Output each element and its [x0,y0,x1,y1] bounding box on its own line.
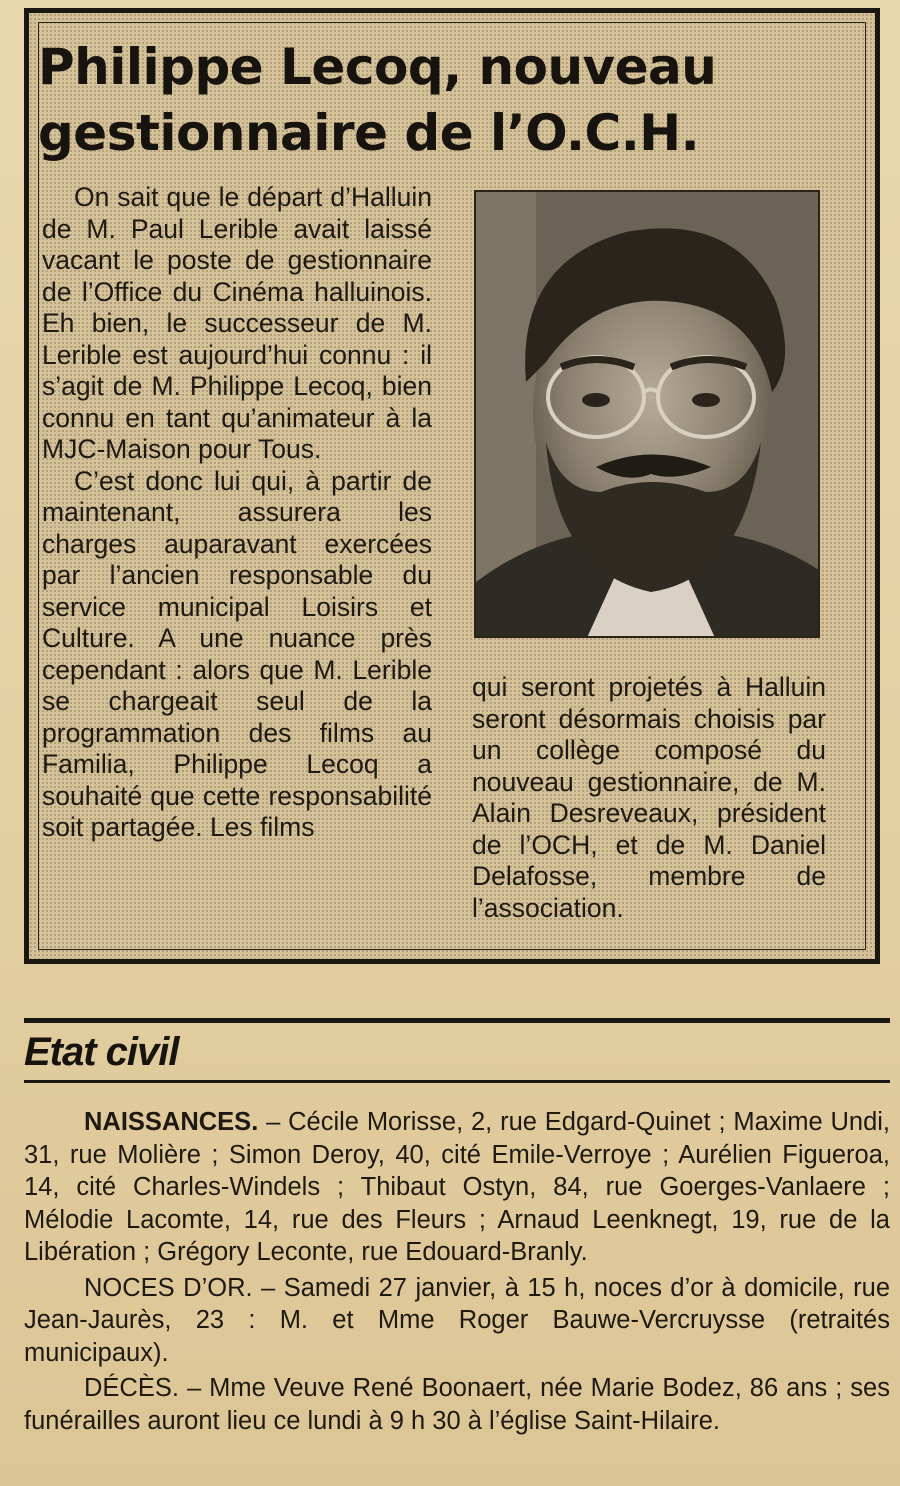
section-rule-top [24,1018,890,1023]
article-paragraph-2: C’est donc lui qui, à partir de maintenant, assurera les charges auparavant exercées par l’ancien responsable du service municipal Loisirs et Culture. A une nuance près cependant : alors que M. Lerible se chargeait seul de la programmation des films au Familia, Philippe Lecoq a souhaité que cette responsabilité soit partagée. Les films [42,465,432,842]
section-rule-bottom [24,1080,890,1083]
etat-civil-body [24,1106,890,1440]
deces-paragraph [24,1372,890,1437]
deces-label: DÉCÈS. [84,1374,179,1402]
portrait-photo [474,190,820,638]
naissances-paragraph [24,1106,890,1269]
noces-paragraph [24,1272,890,1370]
naissances-label: NAISSANCES. [84,1108,259,1136]
article-headline: Philippe Lecoq, nouveau gestionnaire de l’O.C.H. [38,38,717,162]
noces-label: NOCES D’OR. [84,1273,253,1302]
portrait-illustration [476,192,820,638]
naissances-text: – Cécile Morisse, 2, rue Edgard-Quinet ; Maxime Undi, 31, rue Molière ; Simon Deroy, 40, cité Emile-Verroye ; Aurélien Figueroa, 14, cité Charles-Windels ; Thibaut Ostyn, 84, rue Goerges-Vanlaere ; Mélodie Lacomte, 14, rue des Fleurs ; Arnaud Leenknegt, 19, rue de la Libération ; Grégory Leconte, rue Edouard-Branly. [24,1108,890,1266]
section-title-etat-civil: Etat civil [24,1030,179,1074]
article-column-left [42,182,432,844]
article-column-right [472,672,826,924]
article-paragraph-3: qui seront projetés à Halluin seront désormais choisis par un collège composé du nouveau gestionnaire, de M. Alain Desreveaux, président de l’OCH, et de M. Daniel Delafosse, membre de l’association. [472,672,826,923]
article-paragraph-1: On sait que le départ d’Halluin de M. Paul Lerible avait laissé vacant le poste de gestionnaire de l’Office du Cinéma halluinois. Eh bien, le successeur de M. Lerible est aujourd’hui connu : il s’agit de M. Philippe Lecoq, bien connu en tant qu’animateur à la MJC-Maison pour Tous. [42,182,432,464]
noces-text: – Samedi 27 janvier, à 15 h, noces d’or à domicile, rue Jean-Jaurès, 23 : M. et Mme Roger Bauwe-Vercruysse (retraités municipaux). [24,1273,891,1367]
deces-text: – Mme Veuve René Boonaert, née Marie Bodez, 86 ans ; ses funérailles auront lieu ce lundi à 9 h 30 à l’église Saint-Hilaire. [24,1374,890,1435]
